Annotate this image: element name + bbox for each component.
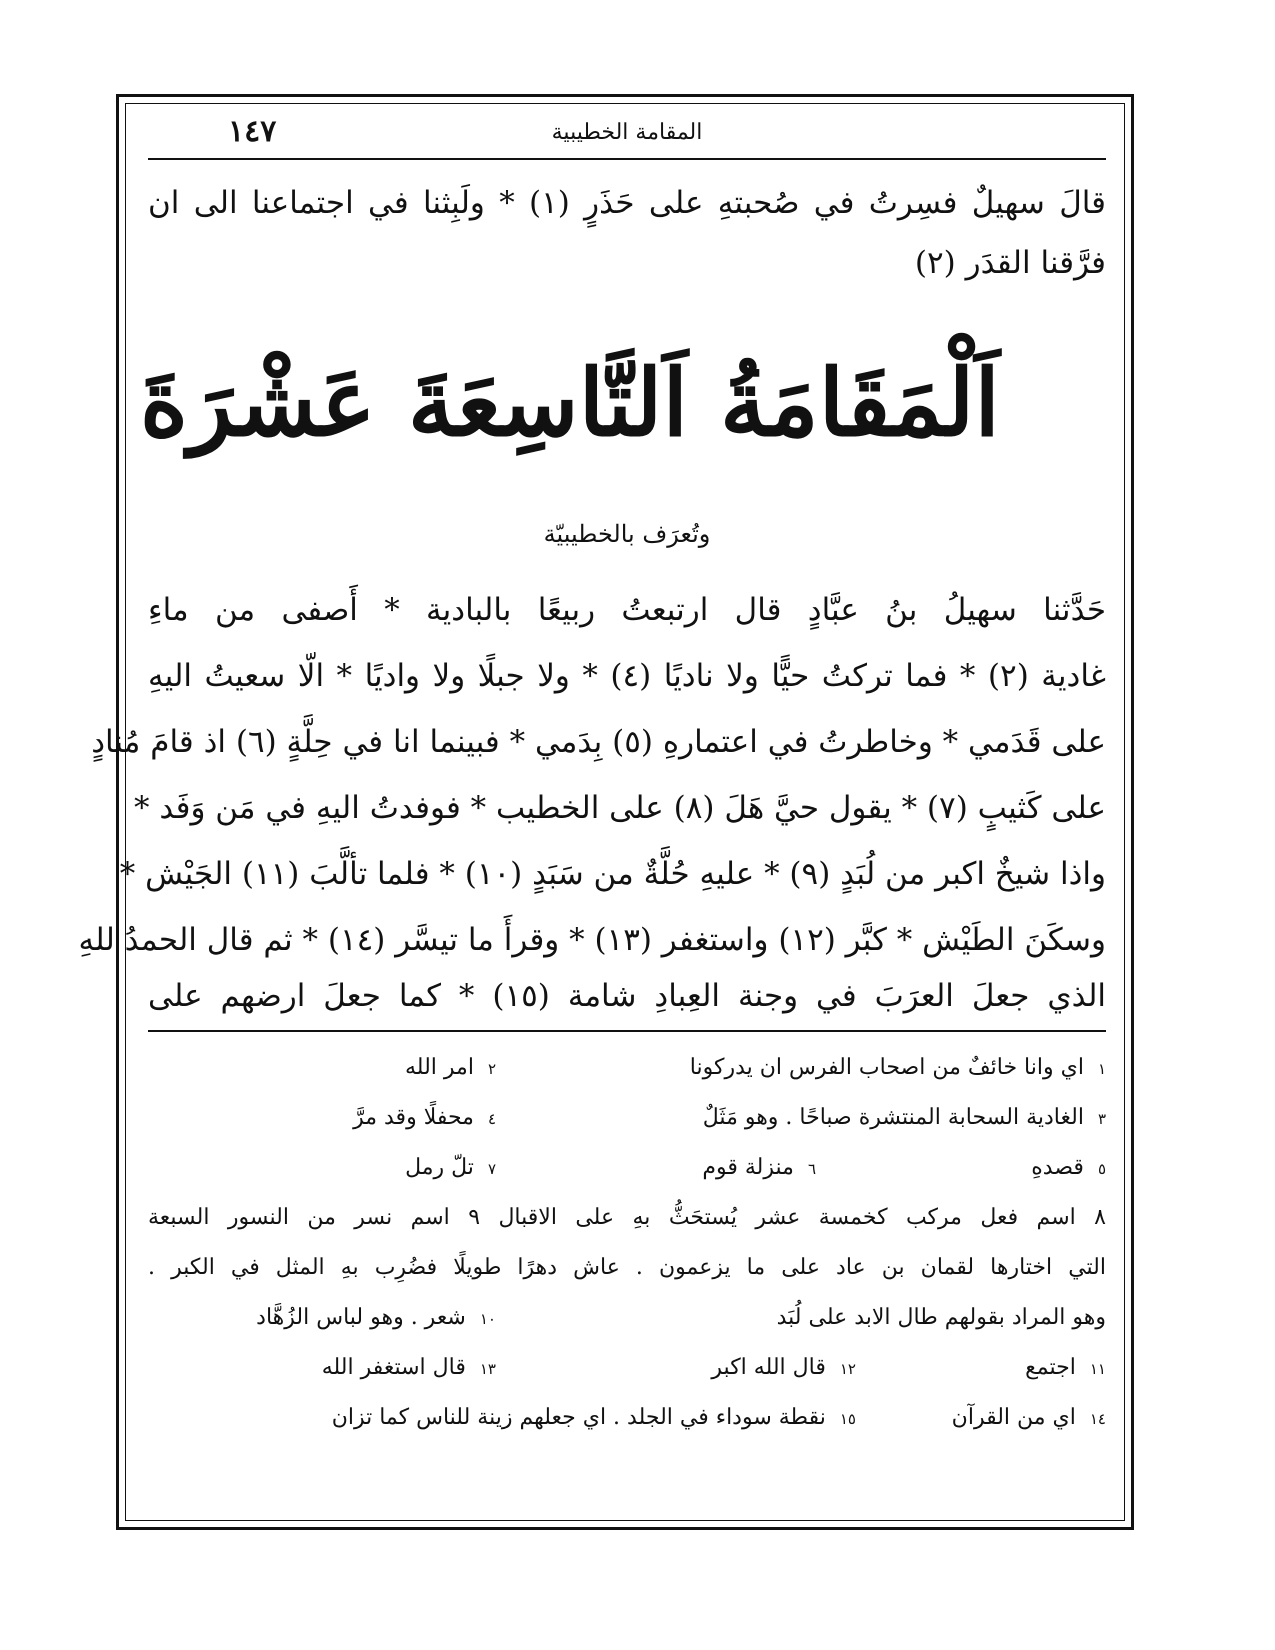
body-line-7: الذي جعلَ العرَبَ في وجنة العِبادِ شامة (١٥) * كما جعلَ ارضهم على bbox=[148, 978, 1107, 1014]
footnote-7: ٧تلّ رمل bbox=[405, 1155, 496, 1180]
footnote-rule bbox=[148, 1030, 1106, 1032]
chapter-title: اَلْمَقَامَةُ اَلتَّاسِعَةَ عَشْرَةَ bbox=[139, 349, 1000, 457]
footnote-row-4: ٨ اسم فعل مركب كخمسة عشر يُستحَثُّ بهِ على الاقبال ٩ اسم نسر من النسور السبعة bbox=[148, 1205, 1106, 1230]
body-line-1: حَدَّثنا سهيلُ بنُ عبَّادٍ قال ارتبعتُ ربيعًا بالبادية * أَصفى من ماءِ bbox=[148, 592, 1106, 628]
intro-line-1: قالَ سهيلٌ فسِرتُ في صُحبتهِ على حَذَرٍ (١) * ولَبِثنا في اجتماعنا الى ان bbox=[148, 185, 1106, 221]
footnote-6: ٦منزلة قوم bbox=[702, 1155, 816, 1180]
footnote-row-5: التي اختارها لقمان بن عاد على ما يزعمون . عاش دهرًا طويلًا فضُرِب بهِ المثل في الكبر . bbox=[148, 1255, 1106, 1280]
chapter-subtitle: وتُعرَف بالخطيبيّة bbox=[543, 520, 711, 548]
footnote-15: ١٥نقطة سوداء في الجلد . اي جعلهم زينة للناس كما تزان bbox=[331, 1405, 856, 1430]
footnotes bbox=[148, 1043, 1106, 1443]
intro-line-2: فرَّقنا القدَر (٢) bbox=[914, 245, 1106, 281]
body-line-3: على قَدَمي * وخاطرتُ في اعتمارهِ (٥) بِدَمي * فبينما انا في حِلَّةٍ (٦) اذ قامَ مُنادٍ bbox=[91, 724, 1106, 760]
footnote-row-1 bbox=[148, 1043, 1106, 1093]
footnote-14: ١٤اي من القرآن bbox=[951, 1405, 1106, 1430]
footnote-row-7 bbox=[148, 1343, 1106, 1393]
body-line-6: وسكَنَ الطَيْش * كبَّر (١٢) واستغفر (١٣) * وقرأَ ما تيسَّر (١٤) * ثم قال الحمدُ للهِ bbox=[78, 922, 1106, 958]
footnote-1: ١اي وانا خائفٌ من اصحاب الفرس ان يدركونا bbox=[689, 1055, 1106, 1080]
running-header bbox=[148, 112, 1106, 158]
footnote-row-8 bbox=[148, 1393, 1106, 1443]
footnote-10: ١٠شعر . وهو لباس الزُهَّاد bbox=[256, 1305, 496, 1330]
body-line-2: غادية (٢) * فما تركتُ حيًّا ولا ناديًا (٤) * ولا جبلًا ولا واديًا * الّا سعيتُ اليهِ bbox=[148, 658, 1106, 694]
footnote-12: ١٢قال الله اكبر bbox=[711, 1355, 856, 1380]
body-line-4: على كَثيبٍ (٧) * يقول حيَّ هَلَ (٨) على الخطيب * فوفدتُ اليهِ في مَن وَفَد * bbox=[134, 790, 1106, 826]
footnote-5: ٥قصدهِ bbox=[1031, 1155, 1106, 1180]
header-rule bbox=[148, 158, 1106, 160]
page-number: ١٤٧ bbox=[228, 114, 277, 149]
footnote-row-2 bbox=[148, 1093, 1106, 1143]
footnote-row-3 bbox=[148, 1143, 1106, 1193]
running-title: المقامة الخطيبية bbox=[551, 120, 703, 145]
footnote-13: ١٣قال استغفر الله bbox=[321, 1355, 496, 1380]
footnote-2: ٢امر الله bbox=[405, 1055, 496, 1080]
footnote-11: ١١اجتمع bbox=[1025, 1355, 1106, 1380]
footnote-3: ٣الغادية السحابة المنتشرة صباحًا . وهو مَثَلٌ bbox=[702, 1105, 1106, 1130]
footnote-4: ٤محفلًا وقد مرَّ bbox=[353, 1105, 496, 1130]
footnote-9-cont: وهو المراد بقولهم طال الابد على لُبَد bbox=[776, 1305, 1106, 1330]
footnote-row-6 bbox=[148, 1293, 1106, 1343]
body-line-5: واذا شيخٌ اكبر من لُبَدٍ (٩) * عليهِ حُلَّةٌ من سَبَدٍ (١٠) * فلما تألَّبَ (١١) الجَيْش * bbox=[119, 856, 1106, 892]
